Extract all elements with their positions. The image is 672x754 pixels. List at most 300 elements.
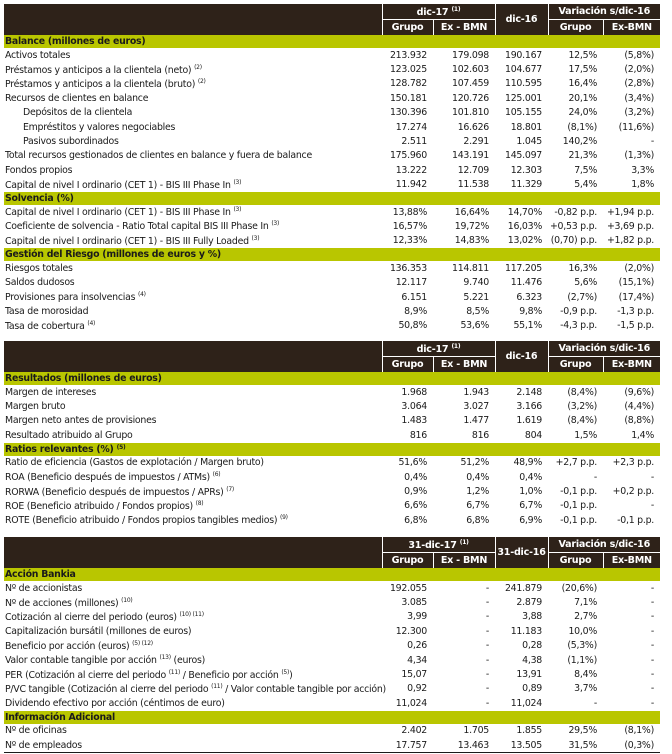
key-figures-table-balance: [4, 4, 660, 333]
value-var-grupo: -0,1 p.p.: [560, 514, 598, 526]
current-period-label: dic-17: [416, 6, 449, 18]
row-label-text: Resultado atribuido al Grupo: [5, 429, 133, 441]
value-var-ex-bmn: -: [650, 625, 654, 637]
value-prev: 18.801: [510, 121, 543, 133]
row-label-text: RORWA (Beneficio después de impuestos / APRs): [5, 486, 224, 498]
data-table: [4, 341, 660, 528]
value-prev: 6.323: [516, 291, 543, 303]
value-grupo: 50,8%: [398, 320, 427, 332]
value-var-ex-bmn: -: [650, 597, 654, 609]
value-var-ex-bmn: (5,8%): [624, 49, 655, 61]
table-row: [4, 275, 660, 289]
row-label: [4, 120, 382, 134]
value-ex-bmn: -: [485, 683, 489, 695]
section-title-text: Información Adicional: [5, 711, 115, 723]
table-row: [4, 219, 660, 233]
value-grupo: 15,07: [401, 669, 427, 681]
value-prev: 48,9%: [513, 457, 543, 469]
footnote-ref: (8): [195, 499, 204, 507]
value-var-ex-bmn: (8,8%): [624, 415, 655, 427]
value-grupo: 6,6%: [404, 500, 427, 512]
table-row: [4, 120, 660, 134]
value-grupo: 0,92: [407, 683, 427, 695]
sub-header-ex-bmn: Ex - BMN: [433, 20, 495, 36]
value-var-grupo: 8,4%: [574, 669, 597, 681]
value-var-ex-bmn: -: [650, 500, 655, 512]
value-ex-bmn: 53,6%: [460, 320, 490, 332]
value-ex-bmn: 3.027: [463, 401, 490, 413]
table-row: [4, 234, 660, 248]
value-var-ex-bmn: -: [650, 136, 655, 148]
value-var-ex-bmn: (1,3%): [624, 150, 655, 162]
table-row: [4, 484, 660, 498]
value-var-ex-bmn: (17,4%): [618, 291, 655, 303]
value-prev: 145.097: [504, 150, 543, 162]
value-prev: 105.155: [504, 107, 543, 119]
value-grupo: 0,9%: [404, 486, 427, 498]
value-grupo: 150.181: [389, 92, 427, 104]
row-label: [4, 219, 382, 233]
value-prev: 104.677: [504, 64, 543, 76]
value-prev: 117.205: [504, 262, 543, 274]
row-label-text: ROA (Beneficio después de impuestos / ATMs): [5, 472, 210, 484]
value-prev: 190.167: [504, 49, 543, 61]
value-grupo: 12,33%: [392, 235, 427, 247]
footnote-ref: (1): [451, 342, 461, 350]
row-label-text: Préstamos y anticipos a la clientela (bruto): [5, 78, 196, 90]
footnote-ref: (4): [138, 291, 146, 299]
value-var-grupo: (1,1%): [567, 654, 597, 666]
row-label: [4, 163, 382, 177]
row-label-text: Préstamos y anticipos a la clientela (neto): [5, 64, 192, 76]
section-title-text: Balance (millones de euros): [5, 36, 146, 47]
value-prev: 13,02%: [507, 235, 543, 247]
row-label-suffix: / Valor contable tangible por acción): [225, 683, 386, 695]
table-row: [4, 696, 660, 710]
row-label-text: Beneficio por acción (euros): [5, 640, 130, 652]
row-label-text: Riesgos totales: [5, 262, 73, 274]
value-grupo: 2.511: [401, 136, 427, 148]
value-grupo: 213.932: [389, 49, 427, 61]
value-prev: 13.505: [495, 738, 548, 753]
value-prev: 11.183: [510, 625, 542, 637]
value-ex-bmn: 14,83%: [454, 235, 490, 247]
section-band: [4, 443, 660, 456]
sub-header-var-ex-bmn: Ex-BMN: [603, 553, 660, 569]
value-grupo: 130.396: [389, 107, 427, 119]
table-header: [4, 341, 660, 372]
table-row: [4, 106, 660, 120]
table-row: [4, 149, 660, 163]
value-ex-bmn: 6,8%: [466, 514, 490, 526]
value-ex-bmn: 1.477: [463, 415, 490, 427]
value-var-ex-bmn: +1,82 p.p.: [606, 235, 655, 247]
value-var-grupo: 1,5%: [574, 429, 598, 441]
section-band: [4, 192, 660, 205]
section-title-text: Resultados (millones de euros): [5, 373, 162, 384]
value-grupo: 0,4%: [404, 471, 427, 483]
row-label: [4, 304, 382, 318]
footnote-ref: (6): [212, 471, 221, 479]
footnote-ref: (3): [271, 220, 280, 228]
value-var-grupo: (20,6%): [561, 582, 597, 594]
row-label-text: Empréstitos y valores negociables: [23, 121, 176, 133]
value-var-grupo: 140,2%: [562, 136, 598, 148]
value-ex-bmn: 19,72%: [454, 220, 490, 232]
value-var-grupo: 7,5%: [574, 164, 598, 176]
value-prev: 0,4%: [519, 471, 543, 483]
value-var-ex-bmn: -: [650, 654, 654, 666]
value-prev: 1.619: [516, 415, 543, 427]
section-band: [4, 372, 660, 385]
row-label-text: Margen bruto: [5, 401, 66, 413]
value-var-ex-bmn: +2,3 p.p.: [612, 457, 655, 469]
value-var-grupo: 17,5%: [568, 64, 598, 76]
table-row: [4, 77, 660, 91]
value-grupo: 6,8%: [404, 514, 427, 526]
key-figures-table-results: [4, 341, 660, 528]
table-row: [4, 724, 660, 738]
value-prev: 11.329: [510, 179, 543, 191]
value-var-ex-bmn: -: [650, 582, 654, 594]
value-var-grupo: (2,7%): [567, 291, 598, 303]
row-label-text: Margen neto antes de provisiones: [5, 415, 157, 427]
table-row: [4, 581, 660, 595]
row-label: [4, 581, 382, 595]
value-prev: 11,024: [510, 697, 542, 709]
value-grupo: 3,99: [407, 611, 427, 623]
value-ex-bmn: 12.709: [457, 164, 490, 176]
value-ex-bmn: 16,64%: [454, 206, 490, 218]
value-var-grupo: 31,5%: [548, 738, 603, 753]
row-label: [4, 149, 382, 163]
value-var-grupo: +0,53 p.p.: [549, 220, 598, 232]
table-row: [4, 499, 660, 513]
header-variation: [548, 341, 660, 357]
row-label-text: Capitalización bursátil (millones de euros): [5, 625, 192, 637]
value-var-grupo: 5,4%: [574, 179, 598, 191]
value-prev: 4,38: [522, 654, 542, 666]
value-var-ex-bmn: (3,2%): [624, 107, 655, 119]
value-ex-bmn: 6,7%: [466, 500, 490, 512]
value-var-grupo: 7,1%: [574, 597, 597, 609]
variation-label: Variación s/dic-16: [558, 539, 650, 550]
value-prev: 6,7%: [519, 500, 543, 512]
value-grupo: 136.353: [389, 262, 427, 274]
table-row: [4, 399, 660, 413]
row-label: [4, 484, 382, 498]
value-prev: 241.879: [504, 582, 542, 594]
value-grupo: 8,9%: [404, 305, 427, 317]
row-label: [4, 499, 382, 513]
value-ex-bmn: 0,4%: [466, 471, 490, 483]
row-label-text: Pasivos subordinados: [23, 136, 119, 148]
value-var-ex-bmn: (2,0%): [624, 64, 655, 76]
value-grupo: 11.942: [395, 179, 427, 191]
value-var-ex-bmn: -: [650, 640, 654, 652]
row-label-text: ROE (Beneficio atribuido / Fondos propios): [5, 500, 193, 512]
value-var-grupo: 20,1%: [568, 92, 598, 104]
value-ex-bmn: 143.191: [451, 150, 490, 162]
value-prev: 13,91: [516, 669, 542, 681]
value-var-grupo: +2,7 p.p.: [555, 457, 598, 469]
row-label: [4, 610, 382, 624]
row-label-suffix: ): [289, 669, 293, 681]
value-var-ex-bmn: -: [650, 683, 654, 695]
value-var-grupo: (0,70) p.p.: [550, 235, 598, 247]
section-title-text: Acción Bankia: [5, 569, 76, 580]
value-prev: 11.476: [510, 277, 543, 289]
row-label: [4, 456, 382, 470]
header-current-period: [382, 4, 495, 20]
value-prev: 55,1%: [513, 320, 543, 332]
section-title: [4, 372, 660, 385]
table-row: [4, 428, 660, 442]
value-grupo: 13,88%: [392, 206, 427, 218]
row-label-text: Dividendo efectivo por acción (céntimos de euro): [5, 697, 225, 709]
value-prev: 0,28: [522, 640, 542, 652]
table-row: [4, 595, 660, 609]
value-ex-bmn: 11.538: [457, 179, 490, 191]
section-band: [4, 248, 660, 261]
table-row: [4, 738, 660, 753]
value-ex-bmn: -: [485, 654, 489, 666]
section-band: [4, 711, 660, 724]
value-var-ex-bmn: +0,2 p.p.: [612, 486, 655, 498]
row-label: [4, 653, 382, 667]
row-label-text: Activos totales: [5, 49, 71, 61]
value-var-grupo: 3,7%: [574, 683, 597, 695]
row-label-text: Nº de acciones (millones): [5, 597, 119, 609]
table-row: [4, 513, 660, 527]
value-var-grupo: 16,4%: [568, 78, 598, 90]
value-prev: 2.148: [516, 386, 543, 398]
value-grupo: 4,34: [407, 654, 427, 666]
section-band: [4, 568, 660, 581]
header-previous-period: [495, 4, 548, 35]
sub-header-grupo: Grupo: [382, 357, 433, 373]
row-label: [4, 91, 382, 105]
value-var-grupo: -0,82 p.p.: [554, 206, 598, 218]
value-var-ex-bmn: -0,1 p.p.: [617, 514, 655, 526]
table-row: [4, 667, 660, 681]
table-row: [4, 205, 660, 219]
value-prev: 9,8%: [519, 305, 543, 317]
value-var-ex-bmn: 1,8%: [631, 179, 655, 191]
table-row: [4, 304, 660, 318]
value-ex-bmn: -: [485, 597, 489, 609]
value-grupo: 6.151: [401, 291, 427, 303]
key-figures-table-share: [4, 537, 660, 753]
footnote-ref: (1): [451, 5, 461, 13]
value-var-ex-bmn: (11,6%): [618, 121, 655, 133]
value-var-grupo: (8,1%): [567, 121, 598, 133]
value-var-grupo: -: [593, 697, 597, 709]
value-grupo: 3.064: [401, 401, 427, 413]
row-label-text: Nº de empleados: [5, 739, 82, 751]
value-prev: 1.045: [516, 136, 543, 148]
footnote-ref: (10): [121, 596, 133, 604]
value-prev: 3,88: [522, 611, 542, 623]
value-var-ex-bmn: +1,94 p.p.: [606, 206, 655, 218]
value-var-grupo: 5,6%: [574, 277, 598, 289]
value-grupo: 1.968: [401, 386, 427, 398]
value-grupo: 128.782: [389, 78, 427, 90]
row-label: [4, 205, 382, 219]
row-label-text: Capital de nivel I ordinario (CET 1) - BIS III Phase In: [5, 207, 231, 219]
section-band: [4, 35, 660, 48]
header-current-period: [382, 341, 495, 357]
value-grupo: 12.117: [395, 277, 427, 289]
value-var-grupo: 29,5%: [568, 725, 597, 737]
value-var-ex-bmn: -: [650, 669, 654, 681]
value-prev: 6,9%: [519, 514, 543, 526]
footnote-ref: (4): [87, 319, 96, 327]
value-ex-bmn: 5.221: [463, 291, 490, 303]
value-ex-bmn: 120.726: [451, 92, 490, 104]
value-var-ex-bmn: (15,1%): [618, 277, 655, 289]
value-ex-bmn: -: [485, 669, 489, 681]
footnote-ref: (7): [226, 485, 235, 493]
value-ex-bmn: 16.626: [457, 121, 490, 133]
row-label: [4, 428, 382, 442]
sub-header-grupo: Grupo: [382, 553, 433, 569]
value-var-grupo: -0,1 p.p.: [560, 486, 598, 498]
value-var-grupo: -0,1 p.p.: [560, 500, 598, 512]
header-current-period: [382, 537, 495, 553]
sub-header-var-grupo: Grupo: [548, 553, 603, 569]
sub-header-var-ex-bmn: Ex-BMN: [603, 20, 660, 36]
value-ex-bmn: 101.810: [451, 107, 490, 119]
value-var-ex-bmn: -1,3 p.p.: [617, 305, 655, 317]
table-header: [4, 4, 660, 35]
row-label: [4, 624, 382, 638]
sub-header-ex-bmn: Ex - BMN: [433, 553, 495, 569]
value-var-ex-bmn: (2,8%): [624, 78, 655, 90]
value-var-grupo: 16,3%: [568, 262, 598, 274]
value-ex-bmn: 102.603: [451, 64, 490, 76]
value-ex-bmn: 1.705: [463, 725, 489, 737]
variation-label: Variación s/dic-16: [558, 343, 651, 354]
value-ex-bmn: 114.811: [451, 262, 490, 274]
value-prev: 1.855: [516, 725, 542, 737]
sub-header-var-ex-bmn: Ex-BMN: [603, 357, 660, 373]
row-label: [4, 77, 382, 91]
row-label: [4, 696, 382, 710]
row-label: [4, 639, 382, 653]
value-grupo: 816: [409, 429, 427, 441]
value-grupo: 1.483: [401, 415, 427, 427]
value-ex-bmn: 816: [471, 429, 490, 441]
row-label-text: Nº de accionistas: [5, 582, 82, 594]
table-row: [4, 470, 660, 484]
value-prev: 14,70%: [507, 206, 543, 218]
value-var-grupo: -4,3 p.p.: [560, 320, 598, 332]
value-ex-bmn: 179.098: [451, 49, 490, 61]
current-period-label: 31-dic-17: [408, 539, 457, 551]
value-var-ex-bmn: (9,6%): [624, 386, 655, 398]
row-label-text: Fondos propios: [5, 164, 73, 176]
value-ex-bmn: 1.943: [463, 386, 490, 398]
sub-header-ex-bmn: Ex - BMN: [433, 357, 495, 373]
row-label: [4, 470, 382, 484]
value-ex-bmn: -: [485, 640, 489, 652]
value-var-grupo: -0,9 p.p.: [560, 305, 598, 317]
table-row: [4, 653, 660, 667]
footnote-ref: (9): [280, 514, 288, 522]
footnote-ref: (11): [211, 682, 223, 690]
value-ex-bmn: 8,5%: [466, 305, 490, 317]
value-var-grupo: 10,0%: [568, 625, 597, 637]
row-label: [4, 399, 382, 413]
row-label-text: Provisiones para insolvencias: [5, 292, 136, 304]
table-row: [4, 178, 660, 192]
table-row: [4, 290, 660, 304]
row-label-text: Tasa de morosidad: [5, 305, 89, 317]
table-row: [4, 62, 660, 76]
footnote-ref: (2): [197, 77, 206, 85]
value-var-ex-bmn: 3,3%: [631, 164, 655, 176]
value-var-grupo: 21,3%: [568, 150, 598, 162]
section-title-text: Solvencia (%): [5, 192, 74, 204]
value-var-grupo: (5,3%): [567, 640, 597, 652]
value-var-grupo: (8,4%): [567, 386, 598, 398]
sub-header-var-grupo: Grupo: [548, 20, 603, 36]
footnote-ref: (3): [251, 234, 260, 242]
value-prev: 12.303: [510, 164, 543, 176]
table-row: [4, 385, 660, 399]
header-variation: [548, 537, 660, 553]
value-ex-bmn: 107.459: [451, 78, 490, 90]
value-prev: 1,0%: [519, 486, 543, 498]
value-var-ex-bmn: (2,0%): [624, 262, 655, 274]
value-var-ex-bmn: -: [650, 471, 655, 483]
row-label: [4, 134, 382, 148]
row-label-suffix: (euros): [173, 655, 206, 667]
value-var-ex-bmn: -1,5 p.p.: [617, 320, 655, 332]
footnote-ref: (3): [233, 206, 242, 214]
row-label: [4, 48, 382, 62]
value-var-ex-bmn: (0,3%): [603, 738, 660, 753]
value-ex-bmn: 9.740: [463, 277, 490, 289]
footnote-ref: (2): [194, 63, 202, 71]
table-row: [4, 624, 660, 638]
value-ex-bmn: -: [485, 582, 489, 594]
value-prev: 804: [524, 429, 543, 441]
row-label: [4, 62, 382, 76]
value-grupo: 12.300: [395, 625, 427, 637]
value-grupo: 11,024: [395, 697, 427, 709]
value-grupo: 192.055: [389, 582, 427, 594]
table-row: [4, 134, 660, 148]
value-ex-bmn: -: [485, 611, 489, 623]
value-prev: 16,03%: [507, 220, 543, 232]
footnote-ref: (10) (11): [179, 610, 204, 618]
section-title: [4, 192, 660, 205]
header-variation: [548, 4, 660, 20]
section-title-text: Gestión del Riesgo (millones de euros y %): [5, 249, 221, 261]
row-label: [4, 414, 382, 428]
table-row: [4, 456, 660, 470]
table-header: [4, 537, 660, 568]
value-var-ex-bmn: 1,4%: [631, 429, 655, 441]
table-row: [4, 414, 660, 428]
row-label-text: Valor contable tangible por acción: [5, 655, 157, 667]
value-var-ex-bmn: -: [650, 697, 654, 709]
row-label: [4, 682, 386, 696]
value-var-grupo: (8,4%): [567, 415, 598, 427]
value-grupo: 3.085: [401, 597, 427, 609]
